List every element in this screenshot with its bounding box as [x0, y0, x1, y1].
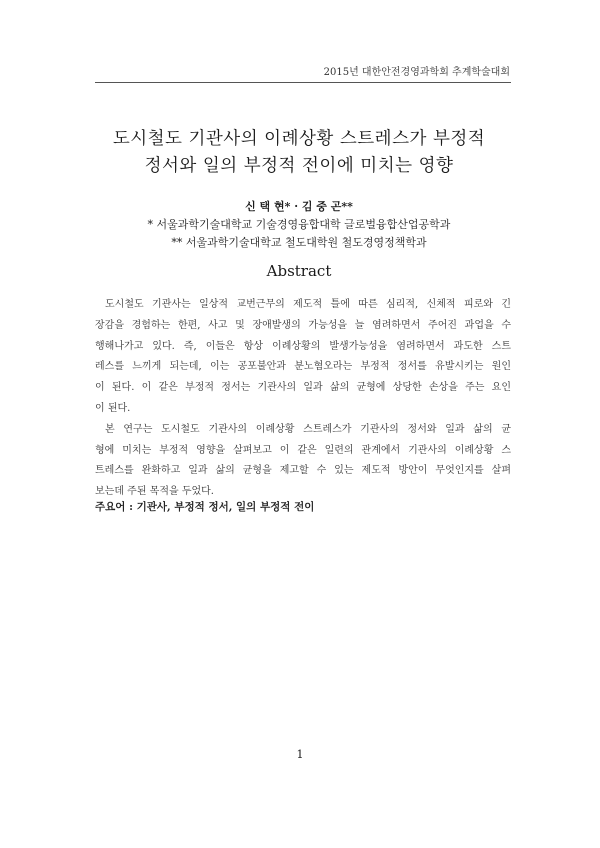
author-names: 신 택 현* · 김 중 곤**	[245, 200, 353, 213]
keywords: 주요어 : 기관사, 부정적 정서, 일의 부정적 전이	[95, 501, 315, 513]
abstract-line: 레스를 느끼게 되는데, 이는 공포불안과 분노혐오라는 부정적 정서를 유발시키는 원인	[95, 361, 511, 373]
paper-title	[60, 126, 538, 180]
abstract-body	[95, 295, 511, 503]
abstract-line: 트레스를 완화하고 일과 삶의 균형을 제고할 수 있는 제도적 방안이 무엇인지를 살펴	[95, 465, 511, 477]
abstract-line: 본 연구는 도시철도 기관사의 이례상황 스트레스가 기관사의 정서와 일과 삶의 균	[105, 423, 511, 435]
abstract-line: 이 된다.	[95, 402, 131, 414]
abstract-line: 이 된다. 이 같은 부정적 정서는 기관사의 일과 삶의 균형에 상당한 손상을 주는 요인	[95, 382, 511, 394]
affiliation-1: * 서울과학기술대학교 기술경영융합대학 글로벌융합산업공학과	[147, 218, 451, 231]
abstract-line: 형에 미치는 부정적 영향을 살펴보고 이 같은 일련의 관계에서 기관사의 이례상황 스	[95, 444, 511, 456]
page-number: 1	[296, 748, 304, 761]
paper-title-line-2: 정서와 일의 부정적 전이에 미치는 영향	[144, 156, 454, 176]
abstract-line: 도시철도 기관사는 일상적 교번근무의 제도적 틀에 따른 심리적, 신체적 피로와 긴	[105, 299, 511, 310]
abstract-line: 장감을 경험하는 한편, 사고 및 장애발생의 가능성을 늘 염려하면서 주어진 과업을 수	[95, 319, 511, 331]
author-block	[60, 198, 538, 252]
abstract-line: 보는데 주된 목적을 두었다.	[95, 486, 214, 498]
abstract-heading: Abstract	[266, 262, 332, 280]
paper-title-line-1: 도시철도 기관사의 이례상황 스트레스가 부정적	[112, 129, 486, 149]
abstract-line: 행해나가고 있다. 즉, 이들은 항상 이례상황의 발생가능성을 염려하면서 과도한 스트	[95, 340, 511, 352]
header-divider	[95, 82, 511, 83]
affiliation-2: ** 서울과학기술대학교 철도대학원 철도경영정책학과	[171, 236, 427, 249]
running-head: 2015년 대한안전경영과학회 추계학술대회	[323, 67, 510, 78]
